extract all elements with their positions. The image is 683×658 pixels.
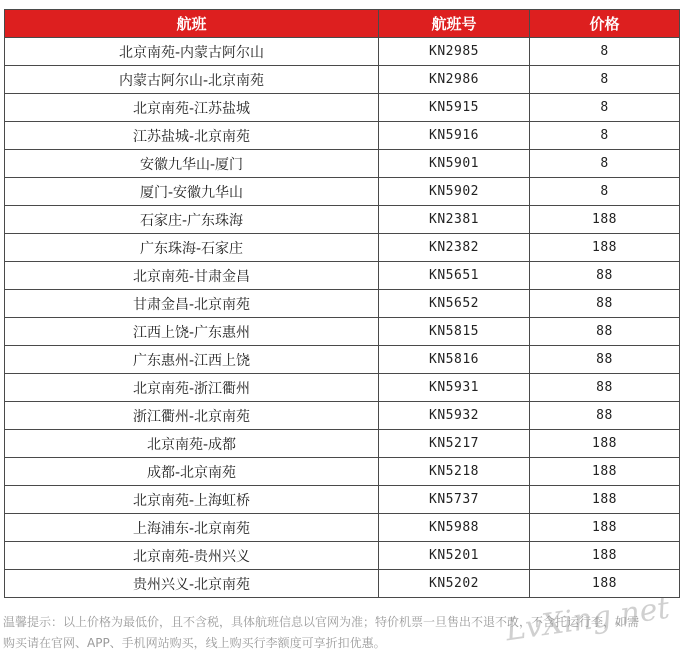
route-cell: 江苏盐城-北京南苑: [5, 122, 379, 150]
route-cell: 广东惠州-江西上饶: [5, 346, 379, 374]
table-row: [5, 542, 680, 570]
table-row: [5, 318, 680, 346]
price-cell: 8: [530, 122, 680, 150]
route-cell: 北京南苑-上海虹桥: [5, 486, 379, 514]
route-cell: 甘肃金昌-北京南苑: [5, 290, 379, 318]
table-row: [5, 430, 680, 458]
table-row: [5, 122, 680, 150]
flight-number-cell: KN5816: [379, 346, 530, 374]
column-header-flight-number: 航班号: [379, 10, 530, 38]
footer-note: [3, 612, 683, 654]
table-row: [5, 178, 680, 206]
price-cell: 188: [530, 458, 680, 486]
flight-number-cell: KN5218: [379, 458, 530, 486]
price-cell: 188: [530, 514, 680, 542]
table-row: [5, 94, 680, 122]
price-cell: 88: [530, 402, 680, 430]
flight-number-cell: KN5915: [379, 94, 530, 122]
table-row: [5, 150, 680, 178]
table-row: [5, 206, 680, 234]
table-row: [5, 402, 680, 430]
footer-note-line-2: 购买请在官网、APP、手机网站购买，线上购买行李额度可享折扣优惠。: [3, 636, 386, 650]
flight-number-cell: KN5932: [379, 402, 530, 430]
table-row: [5, 66, 680, 94]
route-cell: 北京南苑-江苏盐城: [5, 94, 379, 122]
price-cell: 8: [530, 150, 680, 178]
watermark: LvXing.net: [503, 590, 672, 649]
table-row: [5, 486, 680, 514]
table-row: [5, 290, 680, 318]
flight-number-cell: KN2986: [379, 66, 530, 94]
route-cell: 广东珠海-石家庄: [5, 234, 379, 262]
table-row: [5, 38, 680, 66]
price-cell: 188: [530, 234, 680, 262]
route-cell: 贵州兴义-北京南苑: [5, 570, 379, 598]
flight-number-cell: KN5202: [379, 570, 530, 598]
route-cell: 浙江衢州-北京南苑: [5, 402, 379, 430]
flight-number-cell: KN5652: [379, 290, 530, 318]
route-cell: 北京南苑-成都: [5, 430, 379, 458]
price-cell: 88: [530, 346, 680, 374]
route-cell: 北京南苑-贵州兴义: [5, 542, 379, 570]
flight-number-cell: KN5217: [379, 430, 530, 458]
flight-number-cell: KN5201: [379, 542, 530, 570]
route-cell: 内蒙古阿尔山-北京南苑: [5, 66, 379, 94]
price-cell: 188: [530, 206, 680, 234]
price-cell: 188: [530, 542, 680, 570]
table-row: [5, 514, 680, 542]
table-row: [5, 458, 680, 486]
route-cell: 成都-北京南苑: [5, 458, 379, 486]
route-cell: 江西上饶-广东惠州: [5, 318, 379, 346]
table-row: [5, 570, 680, 598]
flight-number-cell: KN5988: [379, 514, 530, 542]
flight-number-cell: KN5931: [379, 374, 530, 402]
route-cell: 安徽九华山-厦门: [5, 150, 379, 178]
column-header-price: 价格: [530, 10, 680, 38]
flight-number-cell: KN2985: [379, 38, 530, 66]
price-cell: 188: [530, 486, 680, 514]
flight-number-cell: KN2381: [379, 206, 530, 234]
price-cell: 88: [530, 262, 680, 290]
route-cell: 北京南苑-内蒙古阿尔山: [5, 38, 379, 66]
route-cell: 北京南苑-甘肃金昌: [5, 262, 379, 290]
price-cell: 188: [530, 570, 680, 598]
price-cell: 8: [530, 38, 680, 66]
flight-number-cell: KN2382: [379, 234, 530, 262]
route-cell: 上海浦东-北京南苑: [5, 514, 379, 542]
column-header-route: 航班: [5, 10, 379, 38]
price-cell: 8: [530, 94, 680, 122]
price-cell: 8: [530, 178, 680, 206]
price-cell: 88: [530, 290, 680, 318]
table-row: [5, 234, 680, 262]
footer-note-line-1: 温馨提示：以上价格为最低价，且不含税，具体航班信息以官网为准；特价机票一旦售出不退不改，不含托运行李，如需: [3, 615, 640, 629]
table-row: [5, 374, 680, 402]
flight-number-cell: KN5651: [379, 262, 530, 290]
flight-number-cell: KN5901: [379, 150, 530, 178]
table-row: [5, 262, 680, 290]
price-cell: 188: [530, 430, 680, 458]
table-row: [5, 346, 680, 374]
flight-number-cell: KN5815: [379, 318, 530, 346]
fare-table: [4, 9, 680, 598]
route-cell: 石家庄-广东珠海: [5, 206, 379, 234]
price-cell: 88: [530, 318, 680, 346]
route-cell: 厦门-安徽九华山: [5, 178, 379, 206]
flight-number-cell: KN5902: [379, 178, 530, 206]
flight-number-cell: KN5737: [379, 486, 530, 514]
table-header-row: [5, 10, 680, 38]
price-cell: 88: [530, 374, 680, 402]
price-cell: 8: [530, 66, 680, 94]
flight-number-cell: KN5916: [379, 122, 530, 150]
route-cell: 北京南苑-浙江衢州: [5, 374, 379, 402]
